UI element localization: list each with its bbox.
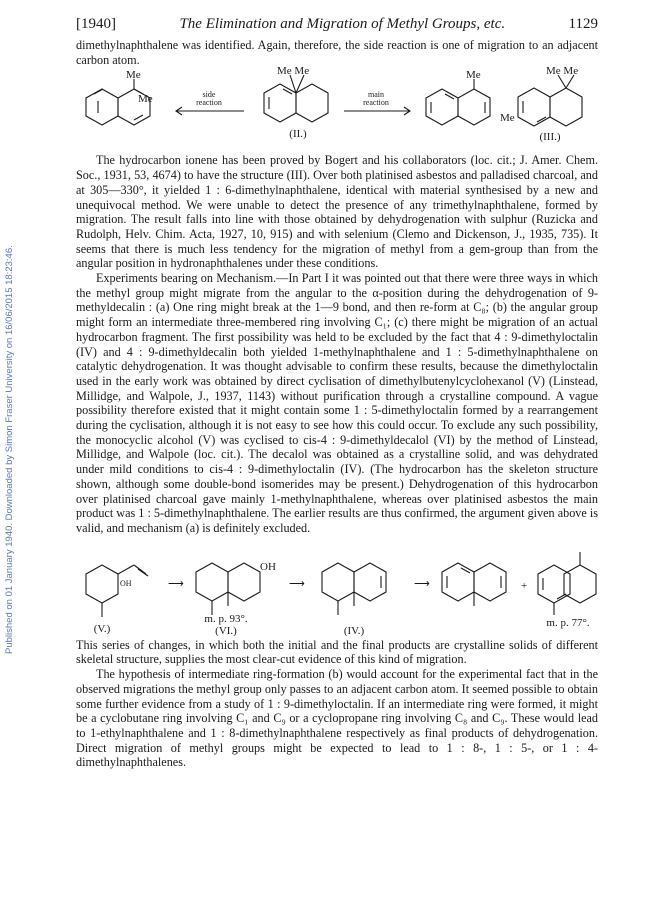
dimethylnaphthalene-product bbox=[538, 552, 596, 629]
reaction-arrow: ⟶ bbox=[289, 577, 305, 590]
journal-page bbox=[76, 16, 598, 770]
compound-label-v: (V.) bbox=[93, 622, 111, 635]
dimethylnaphthalene-structure bbox=[86, 69, 153, 125]
download-watermark: Published on 01 January 1940. Downloaded by Simon Fraser University on 16/06/2015 18:23:46. bbox=[4, 245, 15, 655]
oh-label: OH bbox=[120, 578, 132, 588]
header-title: The Elimination and Migration of Methyl Groups, etc. bbox=[179, 16, 506, 32]
compound-label-ii: (II.) bbox=[289, 128, 307, 141]
reaction-scheme-2 bbox=[76, 542, 598, 638]
methylnaphthalene-structure bbox=[426, 69, 490, 125]
compound-vi-structure bbox=[196, 561, 276, 637]
main-reaction-arrow bbox=[344, 90, 410, 115]
me-label: Me bbox=[138, 93, 153, 106]
oh-label: OH bbox=[260, 560, 276, 573]
melting-point-product: m. p. 77°. bbox=[546, 616, 590, 629]
melting-point-vi: m. p. 93°. bbox=[204, 612, 248, 625]
methylnaphthalene-product bbox=[442, 563, 506, 606]
running-header bbox=[76, 16, 598, 38]
compound-label-vi: (VI.) bbox=[215, 624, 237, 637]
me-me-label: Me Me bbox=[277, 65, 310, 78]
main-reaction-label: main bbox=[368, 90, 384, 100]
scheme-2-svg bbox=[76, 542, 598, 638]
compound-v-structure bbox=[86, 565, 148, 635]
paragraph-2: The hydrocarbon ionene has been proved by Bogert and his collaborators (loc. cit.; J. Amer. Chem. Soc., 1931, 53, 4674) to have the structure (III). Over both platinised asbestos and palladised charcoal, and at 305—330°, it yielded 1 : 6-dimethylnaphthalene, identical with material synthesised by a new and unequivocal method. We were unable to detect the presence of any trimethylnaphthalene, formed by migration. The result falls into line with those obtained by dehydrogenation with sulphur (Ruzicka and Rudolph, Helv. Chim. Acta, 1927, 10, 915) and with selenium (Clemo and Dickenson, J., 1935, 735). It seems that there is much less tendency for the migration of methyl from a gem-group than from the angular position in hydronaphthalenes under these conditions. bbox=[76, 153, 598, 271]
scheme-1-svg bbox=[76, 67, 598, 153]
side-reaction-arrow bbox=[176, 90, 244, 115]
side-reaction-label: side bbox=[202, 90, 216, 100]
compound-iii-structure bbox=[500, 65, 582, 143]
me-label: Me bbox=[466, 69, 481, 82]
page-number: 1129 bbox=[568, 16, 598, 32]
plus-sign: + bbox=[521, 579, 528, 592]
header-year: [1940] bbox=[76, 16, 116, 32]
compound-iv-structure bbox=[322, 563, 386, 637]
main-reaction-label: reaction bbox=[363, 98, 389, 108]
reaction-arrow: ⟶ bbox=[414, 577, 430, 590]
compound-label-iv: (IV.) bbox=[343, 624, 365, 637]
paragraph-3: Experiments bearing on Mechanism.—In Part I it was pointed out that there were three ways in which the methyl group might migrate from the angular to the α-position during the dehydrogenation of 9-methyldecalin : (a) One ring might break at the 1—9 bond, and then re-form at C₈; (b) the angular group might form an intermediate three-membered ring involving C₁; (c) there might be migration of an actual hydrocarbon fragment. The first possibility was held to be excluded by the fact that 4 : 9-dimethyloctalin (IV) and 4 : 9-dimethyldecalin both yielded 1-methylnaphthalene and 1 : 5-dimethylnaphthalene on catalytic dehydrogenation. It was thought advisable to confirm these results, because the dimethyloctalin used in the early work was obtained by direct cyclisation of dimethylbutenylcyclohexanol (V) (Linstead, Millidge, and Walpole, J., 1937, 1143) without purification through a crystalline compound. A vague possibility therefore existed that it might contain some 1 : 5-dimethyloctalin formed by a rearrangement during the cyclisation, although it is not easy to see how this could occur. To exclude any such possibility, the monocyclic alcohol (V) was cyclised to cis-4 : 9-dimethyldecalol (VI) by the method of Linstead, Millidge, and Walpole (loc. cit.). The decalol was obtained as a crystalline solid, and was dehydrated under mild conditions to cis-4 : 9-dimethyloctalin (IV). (The hydrocarbon has the skeleton structure shown, although some double-bond isomerides may be present.) Dehydrogenation of this hydrocarbon over platinised charcoal gave mainly 1-methylnaphthalene, whereas over platinised asbestos the main product was 1 : 5-dimethylnaphthalene. The earlier results are thus confirmed, the argument given above is valid, and mechanism (a) is definitely excluded. bbox=[76, 271, 598, 535]
reaction-scheme-1 bbox=[76, 67, 598, 153]
reaction-arrow: ⟶ bbox=[168, 577, 184, 590]
side-reaction-label: reaction bbox=[196, 98, 222, 108]
paragraph-5: The hypothesis of intermediate ring-formation (b) would account for the experimental fact that in the observed migrations the methyl group only passes to an adjacent carbon atom. It seemed possible to obtain some further evidence from a study of 1 : 9-dimethyloctalin. If an intermediate ring were formed, it might be a cyclobutane ring involving C₁ and C₉ or a cyclopropane ring involving C₈ and C₉. These would lead to 1-ethylnaphthalene and 1 : 8-dimethylnaphthalene respectively as final products of dehydrogenation. Direct migration of methyl groups might be expected to lead to 1 : 8-, 1 : 5-, or 1 : 4-dimethylnaphthalenes. bbox=[76, 667, 598, 770]
paragraph-1: dimethylnaphthalene was identified. Again, therefore, the side reaction is one of migration to an adjacent carbon atom. bbox=[76, 38, 598, 67]
me-label: Me bbox=[126, 69, 141, 82]
me-me-label: Me Me bbox=[546, 65, 579, 78]
me-label: Me bbox=[500, 112, 515, 125]
compound-ii-structure bbox=[264, 65, 328, 140]
paragraph-4: This series of changes, in which both the initial and the final products are crystalline solids of different skeletal structure, supplies the most clear-cut evidence of this kind of migration. bbox=[76, 637, 598, 667]
compound-label-iii: (III.) bbox=[539, 131, 561, 144]
